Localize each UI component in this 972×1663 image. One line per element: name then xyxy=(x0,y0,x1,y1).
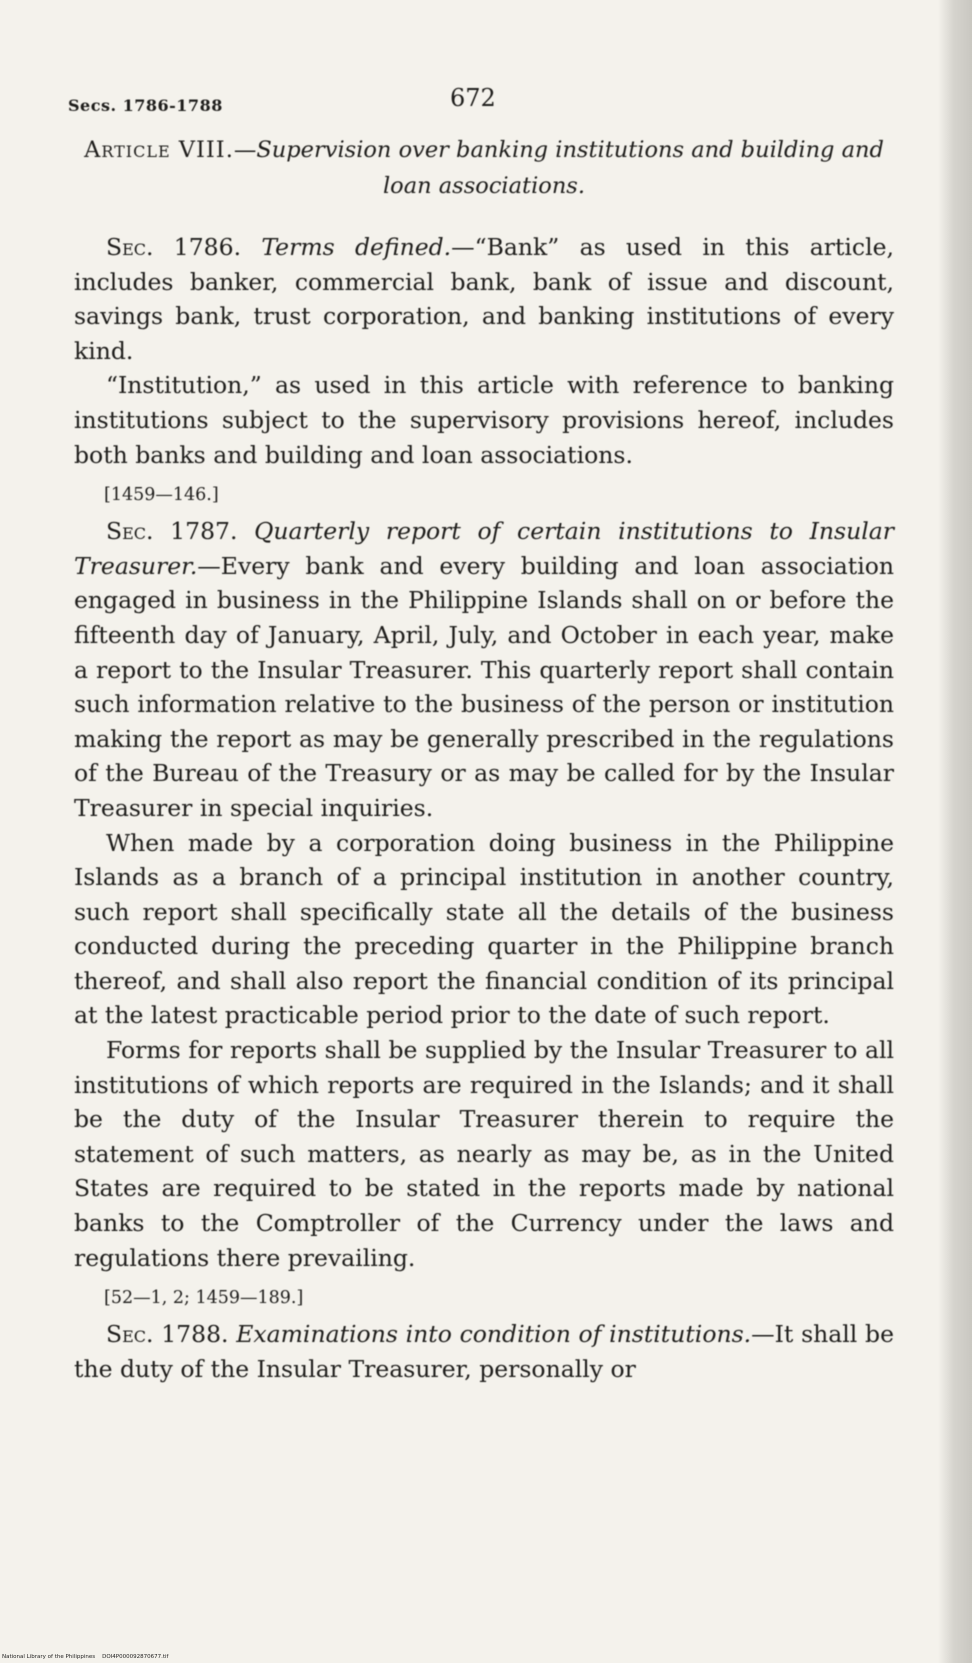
sec-1788-label: Sec. 1788. xyxy=(106,1320,229,1349)
sec-1788-text-1: It shall be the duty of the Insular Treasurer, personally or xyxy=(74,1320,894,1383)
page-edge-shadow xyxy=(938,0,972,1663)
sections-range: Secs. 1786-1788 xyxy=(68,96,223,115)
sec-1786-title: Terms defined. xyxy=(261,233,452,261)
sec-1786-paragraph-1: Sec. 1786. Terms defined.—“Bank” as used in this article, includes banker, commercial bank, bank of issue and discount, savings bank, trust corporation, and banking institutions of every kind. xyxy=(74,233,894,365)
article-title: Supervision over banking institutions and building and loan associations. xyxy=(256,137,884,199)
sec-1787-paragraph-1: Sec. 1787. Quarterly report of certain institutions to Insular Treasurer.—Every bank and every building and loan association engaged in business in the Philippine Islands shall on or before the fifteenth day of January, April, July, and October in each year, make a report to the Insular Treasurer. This quarterly report shall contain such information relative to the business of the person or institution making the report as may be generally prescribed in the regulations of the Bureau of the Treasury or as may be called for by the Insular Treasurer in special inquiries. xyxy=(74,517,894,822)
history-note-1787: [1459—146.] xyxy=(104,485,219,506)
sec-1787-label: Sec. 1787. xyxy=(106,517,238,546)
history-note-1788: [52—1, 2; 1459—189.] xyxy=(104,1288,304,1309)
article-heading: Article VIII.—Supervision over banking institutions and building and loan associations. xyxy=(84,137,884,199)
sec-1787-paragraph-3: Forms for reports shall be supplied by the Insular Treasurer to all institutions of which reports are required in the Islands; and it shall be the duty of the Insular Treasurer therein to require the statement of such matters, as nearly as may be, as in the United States are required to be stated in the reports made by national banks to the Comptroller of the Currency under the laws and regulations there prevailing. xyxy=(74,1036,894,1272)
sec-1787-text-1: Every bank and every building and loan association engaged in business in the Philippine Islands shall on or before the fifteenth day of January, April, July, and October in each year, make a report to the Insular Treasurer. This quarterly report shall contain such information relative to the business of the person or institution making the report as may be generally prescribed in the regulations of the Bureau of the Treasury or as may be called for by the Insular Treasurer in special inquiries. xyxy=(74,551,894,822)
sec-1786-text-1: “Bank” as used in this article, includes banker, commercial bank, bank of issue and discount, savings bank, trust corporation, and banking institutions of every kind. xyxy=(74,233,894,365)
sec-1788-paragraph-1: Sec. 1788. Examinations into condition of institutions.—It shall be the duty of the Insular Treasurer, personally or xyxy=(74,1320,894,1383)
sec-1786-label: Sec. 1786. xyxy=(106,233,242,261)
running-head xyxy=(68,78,894,124)
sec-1788-title: Examinations into condition of institutions. xyxy=(236,1320,752,1349)
page-text-block xyxy=(68,78,894,1386)
article-label: Article VIII. xyxy=(84,137,234,163)
scan-credit: National Library of the Philippines DOI4P000092870677.tif xyxy=(2,1654,169,1660)
sec-1786-paragraph-2: “Institution,” as used in this article with reference to banking institutions subject to the supervisory provisions hereof, includes both banks and building and loan associations. xyxy=(74,371,894,469)
sec-1787-title: Quarterly report of certain institutions to Insular Treasurer. xyxy=(74,517,894,580)
sec-1787-paragraph-2: When made by a corporation doing business in the Philippine Islands as a branch of a principal institution in another country, such report shall specifically state all the details of the business conducted during the preceding quarter in the Philippine branch thereof, and shall also report the financial condition of its principal at the latest practicable period prior to the date of such report. xyxy=(74,828,894,1030)
page-number: 672 xyxy=(450,84,496,112)
